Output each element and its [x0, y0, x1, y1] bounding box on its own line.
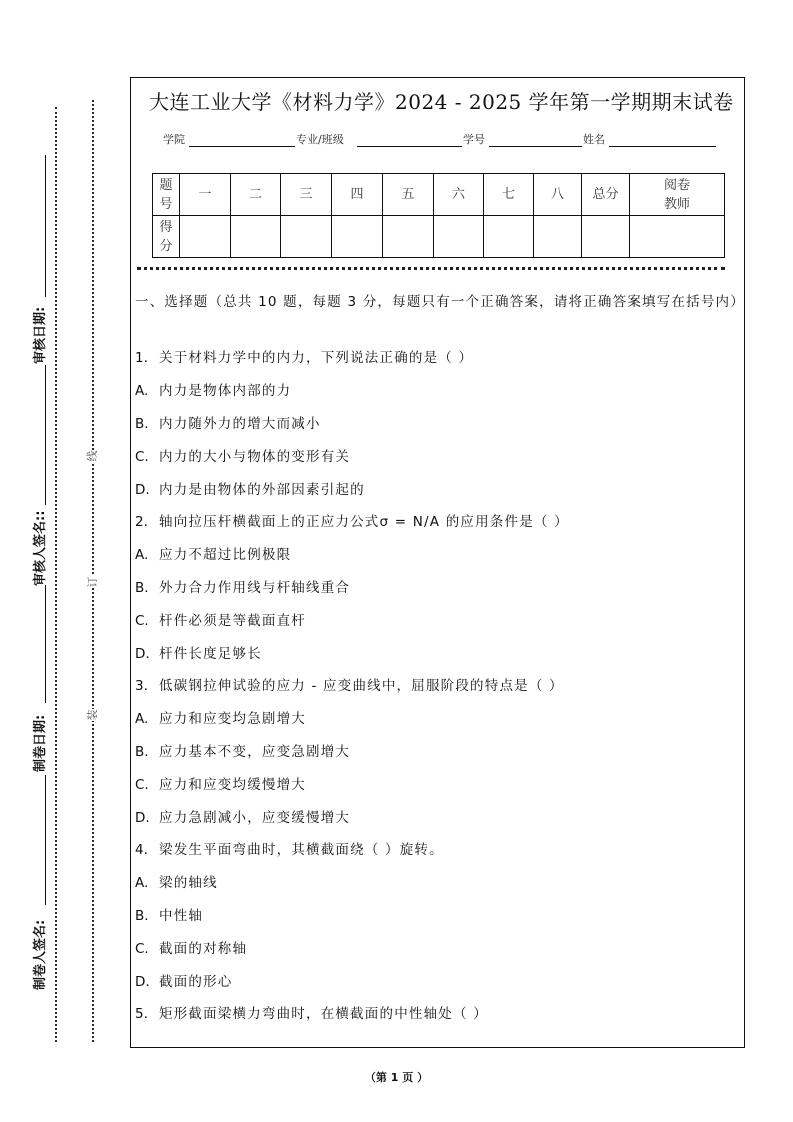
option-label: B.	[135, 908, 149, 924]
field-label-name: 姓名	[583, 133, 605, 146]
option-label: A.	[135, 383, 149, 399]
score-cell[interactable]	[180, 216, 231, 258]
option-label: D.	[135, 482, 150, 498]
grader-header-text: 阅卷	[663, 177, 690, 193]
college-input[interactable]	[189, 146, 295, 147]
option-text: 杆件长度足够长	[159, 646, 262, 662]
review-date-label: 审核日期:	[33, 306, 48, 364]
student-id-input[interactable]	[489, 146, 582, 147]
option[interactable]	[135, 445, 350, 465]
row-header-score	[153, 216, 180, 258]
binding-dotted-line-outer	[92, 100, 94, 1042]
column-header: 六	[434, 174, 484, 216]
option-label: B.	[135, 744, 149, 760]
name-input[interactable]	[609, 146, 716, 147]
option-text: 应力急剧减小，应变缓慢增大	[159, 810, 351, 826]
question-number: 4.	[135, 842, 148, 858]
section-instructions: 一、选择题（总共 10 题，每题 3 分，每题只有一个正确答案，请将正确答案填写在括号内）	[135, 294, 745, 310]
score-cell[interactable]	[534, 216, 582, 258]
total-score-cell[interactable]	[582, 216, 630, 258]
question-number: 1.	[135, 350, 148, 366]
option-label: C.	[135, 941, 149, 957]
option-label: D.	[135, 974, 150, 990]
score-row	[153, 216, 725, 258]
option[interactable]	[135, 576, 350, 596]
option-text: 截面的对称轴	[159, 941, 248, 957]
page-number: （第 1 页 ）	[364, 1071, 429, 1084]
question-number: 3.	[135, 678, 148, 694]
major-class-input[interactable]	[357, 146, 462, 147]
column-header: 五	[383, 174, 434, 216]
row-header-text: 题	[159, 177, 173, 193]
option-text: 应力和应变均急剧增大	[159, 711, 306, 727]
option[interactable]	[135, 412, 321, 432]
grader-header-text: 教师	[663, 196, 690, 212]
option-text: 梁的轴线	[159, 875, 218, 891]
question-text: 关于材料力学中的内力，下列说法正确的是（ ）	[159, 350, 474, 366]
option[interactable]	[135, 937, 247, 957]
option-label: D.	[135, 646, 150, 662]
prep-date-line[interactable]	[45, 775, 46, 905]
option-text: 应力基本不变，应变急剧增大	[159, 744, 351, 760]
option[interactable]	[135, 806, 350, 826]
score-cell[interactable]	[434, 216, 484, 258]
reviewer-signature-label: 审核人签名::	[33, 510, 48, 586]
question-number: 5.	[135, 1006, 148, 1022]
reviewer-signature-line-2[interactable]	[45, 585, 46, 703]
option-text: 应力和应变均缓慢增大	[159, 777, 306, 793]
option-label: A.	[135, 875, 149, 891]
review-date-line[interactable]	[45, 155, 46, 297]
option-label: C.	[135, 613, 149, 629]
option-label: B.	[135, 580, 149, 596]
binding-dotted-line-inner	[55, 107, 57, 1042]
row-header-question-number	[153, 174, 180, 216]
option[interactable]	[135, 478, 365, 498]
question-text: 梁发生平面弯曲时，其横截面绕（ ）旋转。	[159, 842, 444, 858]
field-label-major-class: 专业/班级	[296, 133, 344, 146]
column-header: 三	[281, 174, 332, 216]
option-label: C.	[135, 449, 149, 465]
column-header-total: 总分	[582, 174, 630, 216]
field-label-college: 学院	[163, 133, 185, 146]
question-stem	[135, 510, 569, 530]
score-cell[interactable]	[383, 216, 434, 258]
question-text: 矩形截面梁横力弯曲时，在横截面的中性轴处（ ）	[159, 1006, 488, 1022]
option-text: 应力不超过比例极限	[159, 547, 292, 563]
option[interactable]	[135, 543, 291, 563]
question-text: 轴向拉压杆横截面上的正应力公式σ = N/A 的应用条件是（ ）	[159, 514, 569, 530]
bind-mark-staple: 订	[86, 576, 99, 588]
option[interactable]	[135, 609, 306, 629]
grader-cell[interactable]	[630, 216, 725, 258]
option[interactable]	[135, 707, 306, 727]
option-label: C.	[135, 777, 149, 793]
option-text: 中性轴	[159, 908, 204, 924]
option[interactable]	[135, 740, 350, 760]
reviewer-signature-line[interactable]	[45, 365, 46, 505]
column-header: 八	[534, 174, 582, 216]
score-table	[152, 173, 725, 258]
option[interactable]	[135, 379, 291, 399]
option[interactable]	[135, 642, 262, 662]
column-header-grader	[630, 174, 725, 216]
question-stem	[135, 674, 564, 694]
option-text: 内力的大小与物体的变形有关	[159, 449, 351, 465]
preparer-signature-label: 制卷人签名:	[33, 919, 48, 990]
row-header-text: 号	[159, 196, 173, 212]
option-text: 内力是物体内部的力	[159, 383, 292, 399]
score-cell[interactable]	[231, 216, 281, 258]
score-cell[interactable]	[332, 216, 383, 258]
option-label: A.	[135, 711, 149, 727]
question-text: 低碳钢拉伸试验的应力 - 应变曲线中，屈服阶段的特点是（ ）	[159, 678, 564, 694]
field-label-student-id: 学号	[463, 133, 485, 146]
row-header-text: 分	[159, 238, 173, 254]
question-stem	[135, 1002, 488, 1022]
option-text: 外力合力作用线与杆轴线重合	[159, 580, 351, 596]
question-stem	[135, 838, 444, 858]
option[interactable]	[135, 773, 306, 793]
option[interactable]	[135, 970, 233, 990]
column-header: 四	[332, 174, 383, 216]
question-number: 2.	[135, 514, 148, 530]
header-divider	[137, 267, 725, 270]
column-header: 七	[484, 174, 534, 216]
option-text: 内力是由物体的外部因素引起的	[159, 482, 365, 498]
column-header: 一	[180, 174, 231, 216]
option-text: 截面的形心	[159, 974, 233, 990]
score-cell[interactable]	[484, 216, 534, 258]
option[interactable]	[135, 871, 218, 891]
option-text: 内力随外力的增大而减小	[159, 416, 321, 432]
option-label: D.	[135, 810, 150, 826]
prep-date-label: 制卷日期:	[33, 714, 48, 772]
option-text: 杆件必须是等截面直杆	[159, 613, 306, 629]
bind-mark-bind: 装	[86, 709, 99, 721]
question-number-row	[153, 174, 725, 216]
option[interactable]	[135, 904, 203, 924]
bind-mark-line: 线	[86, 450, 99, 462]
exam-title: 大连工业大学《材料力学》2024 - 2025 学年第一学期期末试卷	[149, 90, 734, 114]
option-label: B.	[135, 416, 149, 432]
score-cell[interactable]	[281, 216, 332, 258]
option-label: A.	[135, 547, 149, 563]
question-stem	[135, 346, 473, 366]
column-header: 二	[231, 174, 281, 216]
row-header-text: 得	[159, 219, 173, 235]
